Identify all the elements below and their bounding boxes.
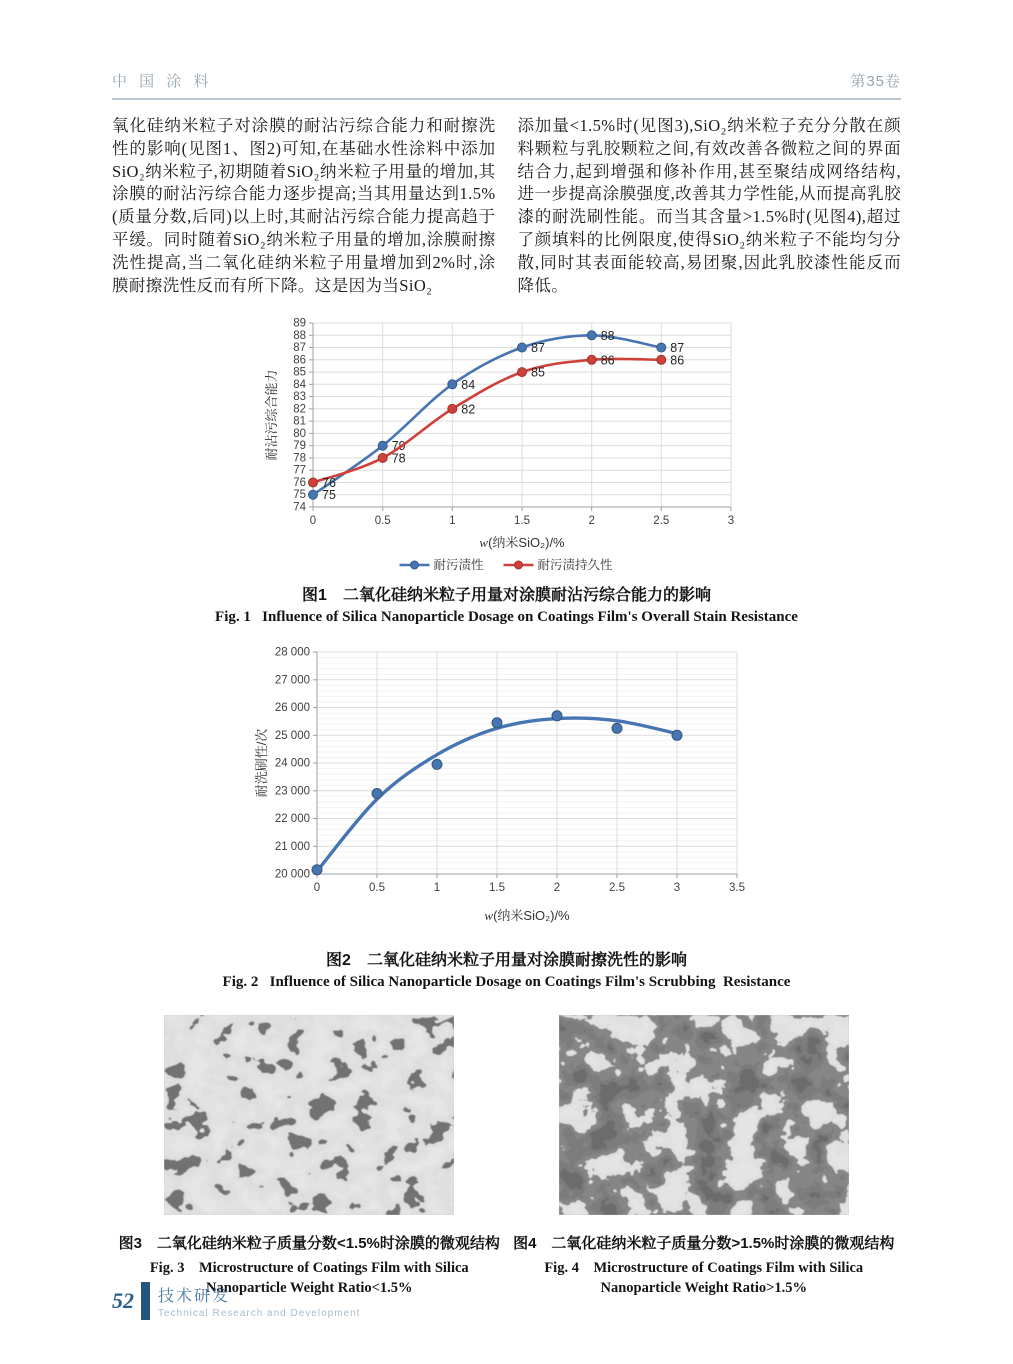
figure-4-caption-en — [507, 1258, 902, 1298]
svg-text:75: 75 — [321, 488, 336, 503]
svg-text:79: 79 — [292, 440, 306, 453]
svg-text:84: 84 — [292, 379, 306, 392]
svg-text:22 000: 22 000 — [274, 813, 310, 826]
svg-text:3.5: 3.5 — [728, 882, 745, 895]
figure-4-caption-en-line1: Fig. 4 Microstructure of Coatings Film with Silica — [544, 1260, 864, 1277]
svg-text:82: 82 — [460, 402, 475, 417]
svg-text:27 000: 27 000 — [274, 674, 310, 687]
svg-text:耐污渍持久性: 耐污渍持久性 — [537, 558, 613, 573]
svg-text:89: 89 — [292, 317, 306, 330]
figure-3-caption-en-line2: Nanoparticle Weight Ratio<1.5% — [205, 1280, 413, 1297]
journal-name: 中 国 涂 料 — [112, 73, 213, 90]
body-text — [112, 115, 901, 297]
svg-text:1: 1 — [448, 515, 456, 528]
svg-text:1.5: 1.5 — [513, 515, 530, 528]
svg-text:78: 78 — [391, 451, 406, 466]
svg-text:24 000: 24 000 — [274, 757, 310, 770]
svg-text:耐洗刷性/次: 耐洗刷性/次 — [253, 729, 269, 798]
svg-text:86: 86 — [600, 353, 615, 368]
svg-text:78: 78 — [292, 452, 306, 465]
svg-text:耐沾污综合能力: 耐沾污综合能力 — [263, 369, 279, 461]
svg-text:83: 83 — [292, 391, 306, 404]
footer-section-en: Technical Research and Development — [158, 1308, 361, 1319]
figure-3-caption-cn: 图3 二氧化硅纳米粒子质量分数<1.5%时涂膜的微观结构 — [118, 1235, 500, 1253]
svg-text:w(纳米SiO₂)/%: w(纳米SiO₂)/% — [483, 908, 570, 924]
fig4-micrograph-image — [559, 1015, 849, 1215]
scrub-resistance-scatter-chart — [247, 640, 767, 945]
svg-text:88: 88 — [600, 329, 615, 344]
figure-3 — [112, 1015, 507, 1298]
page-number: 52 — [112, 1288, 134, 1313]
svg-text:87: 87 — [292, 342, 306, 355]
paragraph-right-column: 添加量<1.5%时(见图3),SiO₂纳米粒子充分分散在颜料颗粒与乳胶颗粒之间,有效改善各微粒之间的界面结合力,起到增强和修补作用,甚至聚结成网络结构,进一步提高涂膜强度,改善其力学性能,从而提高乳胶漆的耐洗刷性能。而当其含量>1.5%时(见图4),超过了颜填料的比例限度,使得SiO₂纳米粒子不能均匀分散,同时其表面能较高,易团聚,因此乳胶漆性能反而降低。 — [517, 116, 901, 295]
svg-text:0.5: 0.5 — [374, 515, 391, 528]
svg-text:79: 79 — [391, 439, 406, 454]
svg-text:85: 85 — [292, 366, 306, 379]
figure-1 — [112, 311, 901, 626]
svg-text:85: 85 — [530, 365, 545, 380]
svg-text:20 000: 20 000 — [274, 868, 310, 881]
svg-text:26 000: 26 000 — [274, 702, 310, 715]
svg-text:77: 77 — [292, 465, 306, 478]
footer-accent-bar — [141, 1282, 150, 1320]
footer-section — [158, 1283, 360, 1319]
svg-text:81: 81 — [292, 415, 306, 428]
svg-text:74: 74 — [292, 501, 306, 514]
volume-number: 第35卷 — [850, 73, 901, 90]
svg-text:w(纳米SiO₂)/%: w(纳米SiO₂)/% — [478, 535, 565, 551]
svg-text:86: 86 — [669, 353, 684, 368]
svg-text:23 000: 23 000 — [274, 785, 310, 798]
svg-text:80: 80 — [292, 428, 306, 441]
svg-text:82: 82 — [292, 403, 306, 416]
paragraph-left-column: 氧化硅纳米粒子对涂膜的耐沾污综合能力和耐擦洗性的影响(见图1、图2)可知,在基础水性涂料中添加SiO₂纳米粒子,初期随着SiO₂纳米粒子用量的增加,其涂膜的耐沾污综合能力逐步提高;当其用量达到1.5%(质量分数,后同)以上时,其耐沾污综合能力提高趋于平缓。同时随着SiO₂纳米粒子用量的增加,涂膜耐擦洗性提高,当二氧化硅纳米粒子用量增加到2%时,涂膜耐擦洗性反而有所下降。这是因为当SiO₂ — [112, 116, 496, 295]
svg-text:2.5: 2.5 — [652, 515, 669, 528]
svg-text:耐污渍性: 耐污渍性 — [433, 558, 484, 573]
figure-3-caption-en-line1: Fig. 3 Microstructure of Coatings Film with Silica — [149, 1260, 469, 1277]
figure-4-caption-en-line2: Nanoparticle Weight Ratio>1.5% — [600, 1280, 808, 1297]
svg-text:0: 0 — [313, 882, 320, 895]
page-header — [112, 70, 901, 100]
figure-1-caption-en: Fig. 1 Influence of Silica Nanoparticle Dosage on Coatings Film's Overall Stain Resistance — [215, 609, 798, 626]
svg-text:76: 76 — [321, 476, 336, 491]
svg-text:87: 87 — [669, 341, 684, 356]
stain-resistance-line-chart — [257, 311, 757, 580]
svg-text:3: 3 — [673, 882, 680, 895]
svg-text:88: 88 — [292, 330, 306, 343]
svg-text:1: 1 — [433, 882, 440, 895]
svg-text:2.5: 2.5 — [608, 882, 625, 895]
svg-text:84: 84 — [460, 378, 475, 393]
figure-2-caption-cn: 图2 二氧化硅纳米粒子用量对涂膜耐擦洗性的影响 — [326, 952, 687, 970]
micrograph-row — [112, 1015, 901, 1298]
svg-text:86: 86 — [292, 354, 306, 367]
svg-text:25 000: 25 000 — [274, 730, 310, 743]
svg-text:0.5: 0.5 — [368, 882, 385, 895]
figure-2-caption-en: Fig. 2 Influence of Silica Nanoparticle Dosage on Coatings Film's Scrubbing Resistance — [222, 974, 791, 991]
svg-text:3: 3 — [727, 515, 734, 528]
svg-text:21 000: 21 000 — [274, 841, 310, 854]
svg-text:75: 75 — [292, 489, 306, 502]
fig3-micrograph-image — [164, 1015, 454, 1215]
figure-4-caption-cn: 图4 二氧化硅纳米粒子质量分数>1.5%时涂膜的微观结构 — [513, 1235, 895, 1253]
svg-text:28 000: 28 000 — [274, 646, 310, 659]
figure-2 — [112, 640, 901, 991]
svg-text:2: 2 — [553, 882, 560, 895]
svg-text:1.5: 1.5 — [488, 882, 505, 895]
svg-text:87: 87 — [530, 341, 545, 356]
svg-text:0: 0 — [309, 515, 316, 528]
svg-text:2: 2 — [587, 515, 595, 528]
figure-4 — [507, 1015, 902, 1298]
svg-text:76: 76 — [292, 477, 306, 490]
figure-1-caption-cn: 图1 二氧化硅纳米粒子用量对涂膜耐沾污综合能力的影响 — [302, 587, 711, 605]
page-footer — [112, 1281, 360, 1321]
footer-section-cn: 技术研发 — [158, 1288, 231, 1305]
